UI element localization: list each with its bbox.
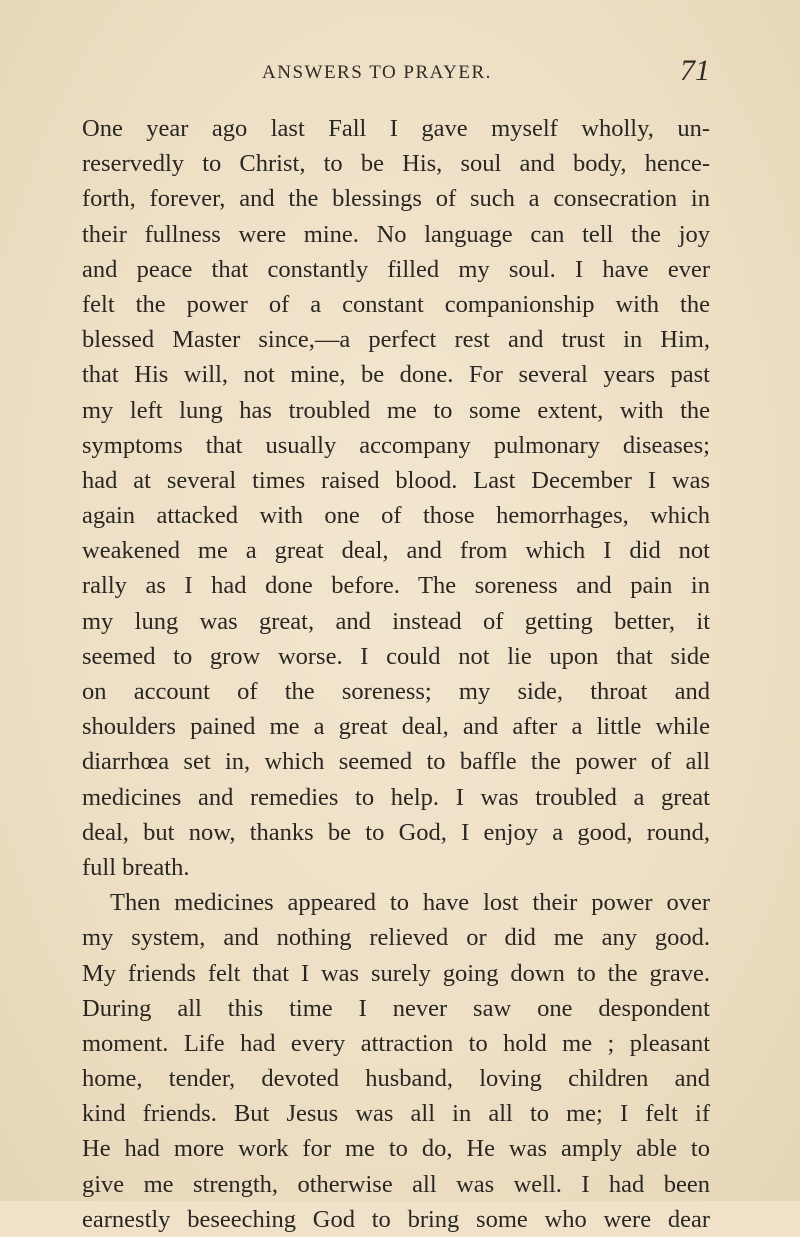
text-line: medicines and remedies to help. I was troubled a great [82,783,710,811]
text-line: shoulders pained me a great deal, and after a little while [82,713,710,741]
page-header [82,54,710,90]
text-line: my left lung has troubled me to some extent, with the [82,396,710,424]
running-head: ANSWERS TO PRAYER. [262,62,492,83]
text-line: and peace that constantly filled my soul. I have ever [82,255,710,283]
text-line: deal, but now, thanks be to God, I enjoy a good, round, [82,818,710,846]
text-line: seemed to grow worse. I could not lie upon that side [82,642,710,670]
text-line: earnestly beseeching God to bring some who were dear [82,1205,710,1233]
text-line: give me strength, otherwise all was well. I had been [82,1170,710,1198]
text-line: During all this time I never saw one despondent [82,994,710,1022]
text-line: felt the power of a constant companionship with the [82,290,710,318]
text-line: diarrhœa set in, which seemed to baffle the power of all [82,748,710,776]
text-line: reservedly to Christ, to be His, soul and body, hence- [82,150,710,178]
text-line: their fullness were mine. No language can tell the joy [82,220,710,248]
text-line: that His will, not mine, be done. For several years past [82,361,710,389]
text-line: had at several times raised blood. Last December I was [82,466,710,494]
text-line: my system, and nothing relieved or did me any good. [82,924,710,952]
text-line: moment. Life had every attraction to hold me ; pleasant [82,1029,710,1057]
text-line: on account of the soreness; my side, throat and [82,678,710,705]
body-text [82,111,710,1237]
text-line: weakened me a great deal, and from which I did not [82,537,710,565]
text-line: symptoms that usually accompany pulmonary diseases; [82,431,710,459]
text-line: again attacked with one of those hemorrhages, which [82,502,710,530]
text-line: One year ago last Fall I gave myself wholly, un- [82,115,710,142]
page-number: 71 [680,54,710,87]
paragraph-first-line: Then medicines appeared to have lost their power over [110,889,710,917]
text-line: my lung was great, and instead of getting better, it [82,607,710,635]
text-line: forth, forever, and the blessings of such a consecration in [82,185,710,213]
text-line: kind friends. But Jesus was all in all to me; I felt if [82,1100,710,1128]
text-line: blessed Master since,—a perfect rest and trust in Him, [82,326,710,354]
text-line: My friends felt that I was surely going down to the grave. [82,959,710,987]
text-line: home, tender, devoted husband, loving children and [82,1065,710,1093]
paragraph-last-line: full breath. [82,853,190,881]
text-line: rally as I had done before. The soreness and pain in [82,572,710,600]
text-line: He had more work for me to do, He was amply able to [82,1135,710,1163]
